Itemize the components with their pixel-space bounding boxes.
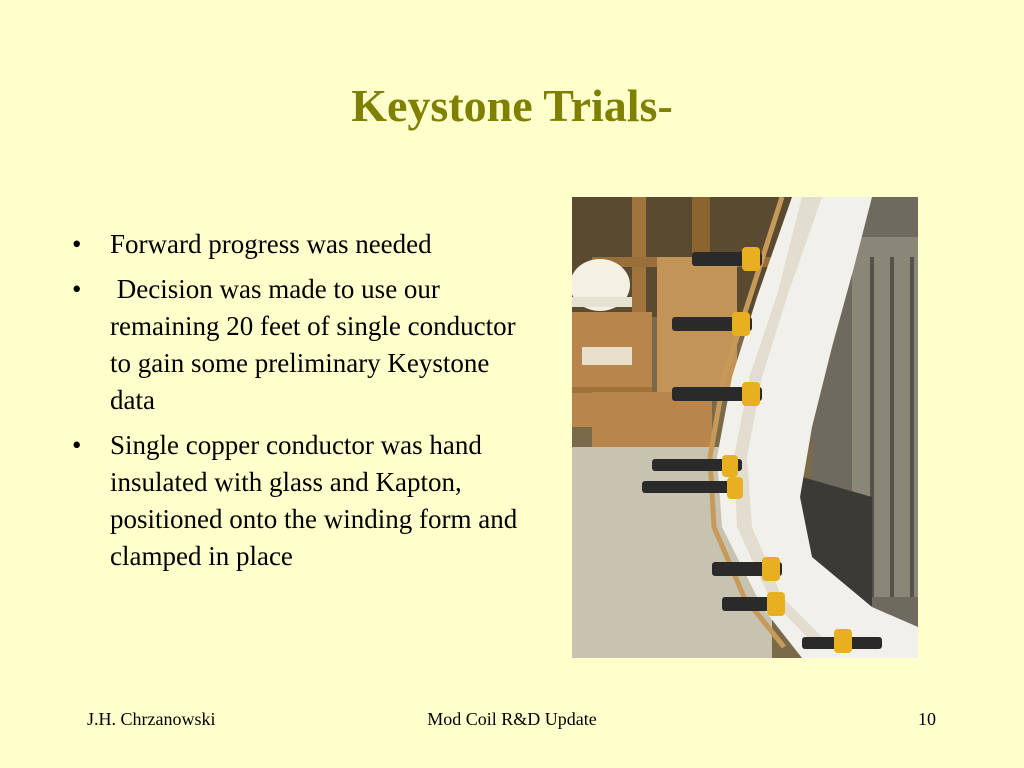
bullet-text: Forward progress was needed: [110, 229, 432, 259]
footer-author: J.H. Chrzanowski: [87, 709, 216, 729]
bullet-list: [72, 226, 532, 583]
footer-presentation-title: Mod Coil R&D Update: [427, 709, 597, 729]
bullet-item: [72, 427, 532, 575]
footer-page-number: 10: [918, 709, 936, 729]
keystone-winding-photo: [572, 197, 918, 658]
bullet-text: Decision was made to use our remaining 20 feet of single conductor to gain some preliminary Keystone data: [110, 274, 523, 415]
bullet-item: [72, 271, 532, 419]
bullet-text: Single copper conductor was hand insulated with glass and Kapton, positioned onto the winding form and clamped in place: [110, 430, 518, 571]
bullet-dot-icon: •: [72, 430, 82, 460]
slide-title: Keystone Trials-: [351, 80, 673, 131]
bullet-dot-icon: •: [72, 274, 82, 304]
bullet-dot-icon: •: [72, 229, 82, 259]
bullet-item: [72, 226, 532, 263]
